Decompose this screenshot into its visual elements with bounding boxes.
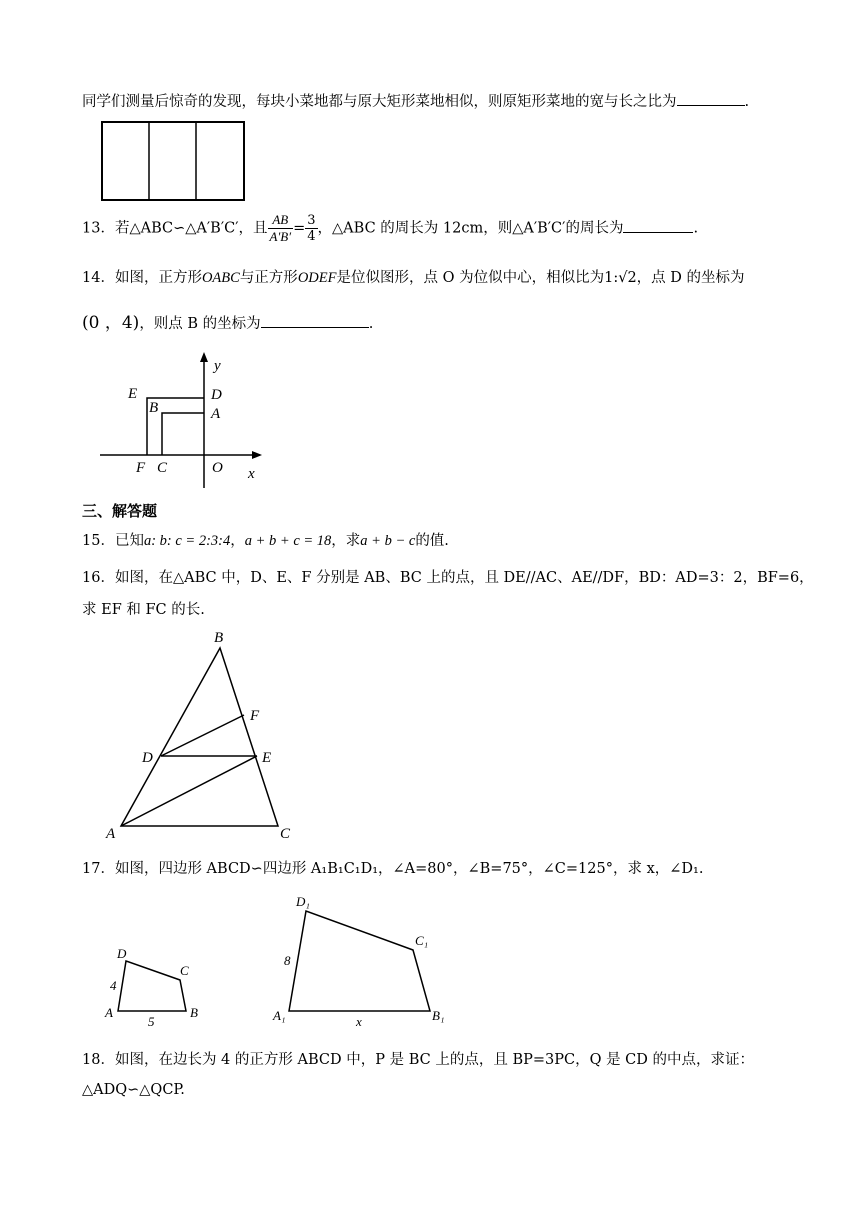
q18-number: 18． [82, 1052, 115, 1068]
q14-label-o: O [212, 460, 223, 476]
q15-condition: a + b + c = 18 [244, 533, 332, 549]
q17-big-label-c1: C₁ [415, 933, 429, 948]
q14-label-b: B [149, 400, 159, 416]
q15-post1: ，求 [331, 533, 361, 549]
q13-val-num: 3 [307, 213, 316, 228]
q14-end: . [368, 316, 374, 332]
q13-frac-num: AB [268, 212, 294, 229]
q15-post2: 的值. [415, 533, 449, 549]
q13-frac-den: A′B′ [269, 229, 292, 244]
q13-eq: = [293, 220, 306, 237]
q16-label-e: E [262, 750, 272, 766]
q14-label-c: C [157, 460, 168, 476]
q17-small-quadrilateral [118, 961, 186, 1011]
q12-end: . [744, 94, 750, 110]
q13-post: ，△ABC 的周长为 12cm，则△A′B′C′的周长为 [317, 220, 624, 237]
q13-pre: 若△ABC∽△A′B′C′，且 [114, 220, 268, 237]
q17-big-label-d1: D₁ [296, 894, 310, 909]
q18-line1 [82, 1048, 754, 1069]
q18-line2: △ADQ∽△QCP. [82, 1082, 185, 1098]
q13-val-den: 4 [307, 229, 316, 244]
q18-text: 如图，在边长为 4 的正方形 ABCD 中，P 是 BC 上的点，且 BP=3PC，Q 是 CD 的中点，求证： [114, 1052, 755, 1068]
q14-label-a: A [211, 406, 221, 422]
q16-text: 如图，在△ABC 中，D、E、F 分别是 AB、BC 上的点，且 DE//AC、AE//DF，BD：AD=3：2，BF=6， [114, 570, 814, 586]
q14-square-1: OABC [201, 270, 240, 286]
q15-mid: ， [230, 533, 245, 549]
q14-coordinate: (0 ，4) [82, 313, 140, 333]
q16-label-b: B [214, 630, 224, 646]
q15-pre: 已知 [114, 533, 144, 549]
q17-small-label-a: A [105, 1005, 113, 1020]
q14-label-y: y [214, 358, 221, 374]
q14-text-e: ，则点 B 的坐标为 [139, 316, 261, 332]
q17-small-label-b: B [190, 1005, 198, 1020]
q16-label-a: A [106, 826, 116, 842]
q17-big-quadrilateral [289, 911, 430, 1011]
q17-number: 17． [82, 861, 115, 877]
q13-end: . [693, 220, 699, 237]
q14-text-c: 是位似图形，点 O 为位似中心，相似比为 [336, 270, 605, 286]
q16-line2: 求 EF 和 FC 的长. [82, 602, 205, 618]
section-heading: 三、解答题 [82, 502, 158, 520]
q14-label-e: E [128, 386, 138, 402]
q16-number: 16． [82, 570, 115, 586]
q14-label-x: x [248, 466, 255, 482]
q14-text-a: 如图，正方形 [114, 270, 202, 286]
q17-big-side-ab: x [356, 1014, 362, 1029]
q12-body: 同学们测量后惊奇的发现，每块小菜地都与原大矩形菜地相似，则原矩形菜地的宽与长之比为 [82, 94, 677, 110]
q14-square-2: ODEF [297, 270, 337, 286]
q15-ratio-expr: a: b: c = 2:3:4 [143, 533, 231, 549]
q14-text-b: 与正方形 [239, 270, 298, 286]
q14-text-d: ，点 D 的坐标为 [636, 270, 745, 286]
q17-big-label-a1: A₁ [273, 1008, 286, 1023]
q17-small-label-d: D [117, 946, 127, 961]
q17-small-label-c: C [180, 963, 189, 978]
q15-number: 15． [82, 533, 115, 549]
q15-target: a + b − c [360, 533, 416, 549]
q17-big-side-ad: 8 [284, 953, 291, 968]
q17-small-side-ab: 5 [148, 1014, 155, 1029]
q16-label-c: C [280, 826, 291, 842]
q16-label-d: D [142, 750, 153, 766]
q17-small-side-ad: 4 [110, 978, 117, 993]
q14-label-d: D [211, 387, 222, 403]
q16-label-f: F [250, 708, 260, 724]
q17-body: 如图，四边形 ABCD∽四边形 A₁B₁C₁D₁，∠A=80°，∠B=75°，∠C=125°，求 x，∠D₁. [114, 861, 704, 877]
q13-number: 13． [82, 220, 115, 237]
q14-number: 14． [82, 270, 115, 286]
q14-label-f: F [136, 460, 146, 476]
q14-ratio: 1:√2 [604, 270, 637, 286]
q17-big-label-b1: B₁ [432, 1008, 445, 1023]
